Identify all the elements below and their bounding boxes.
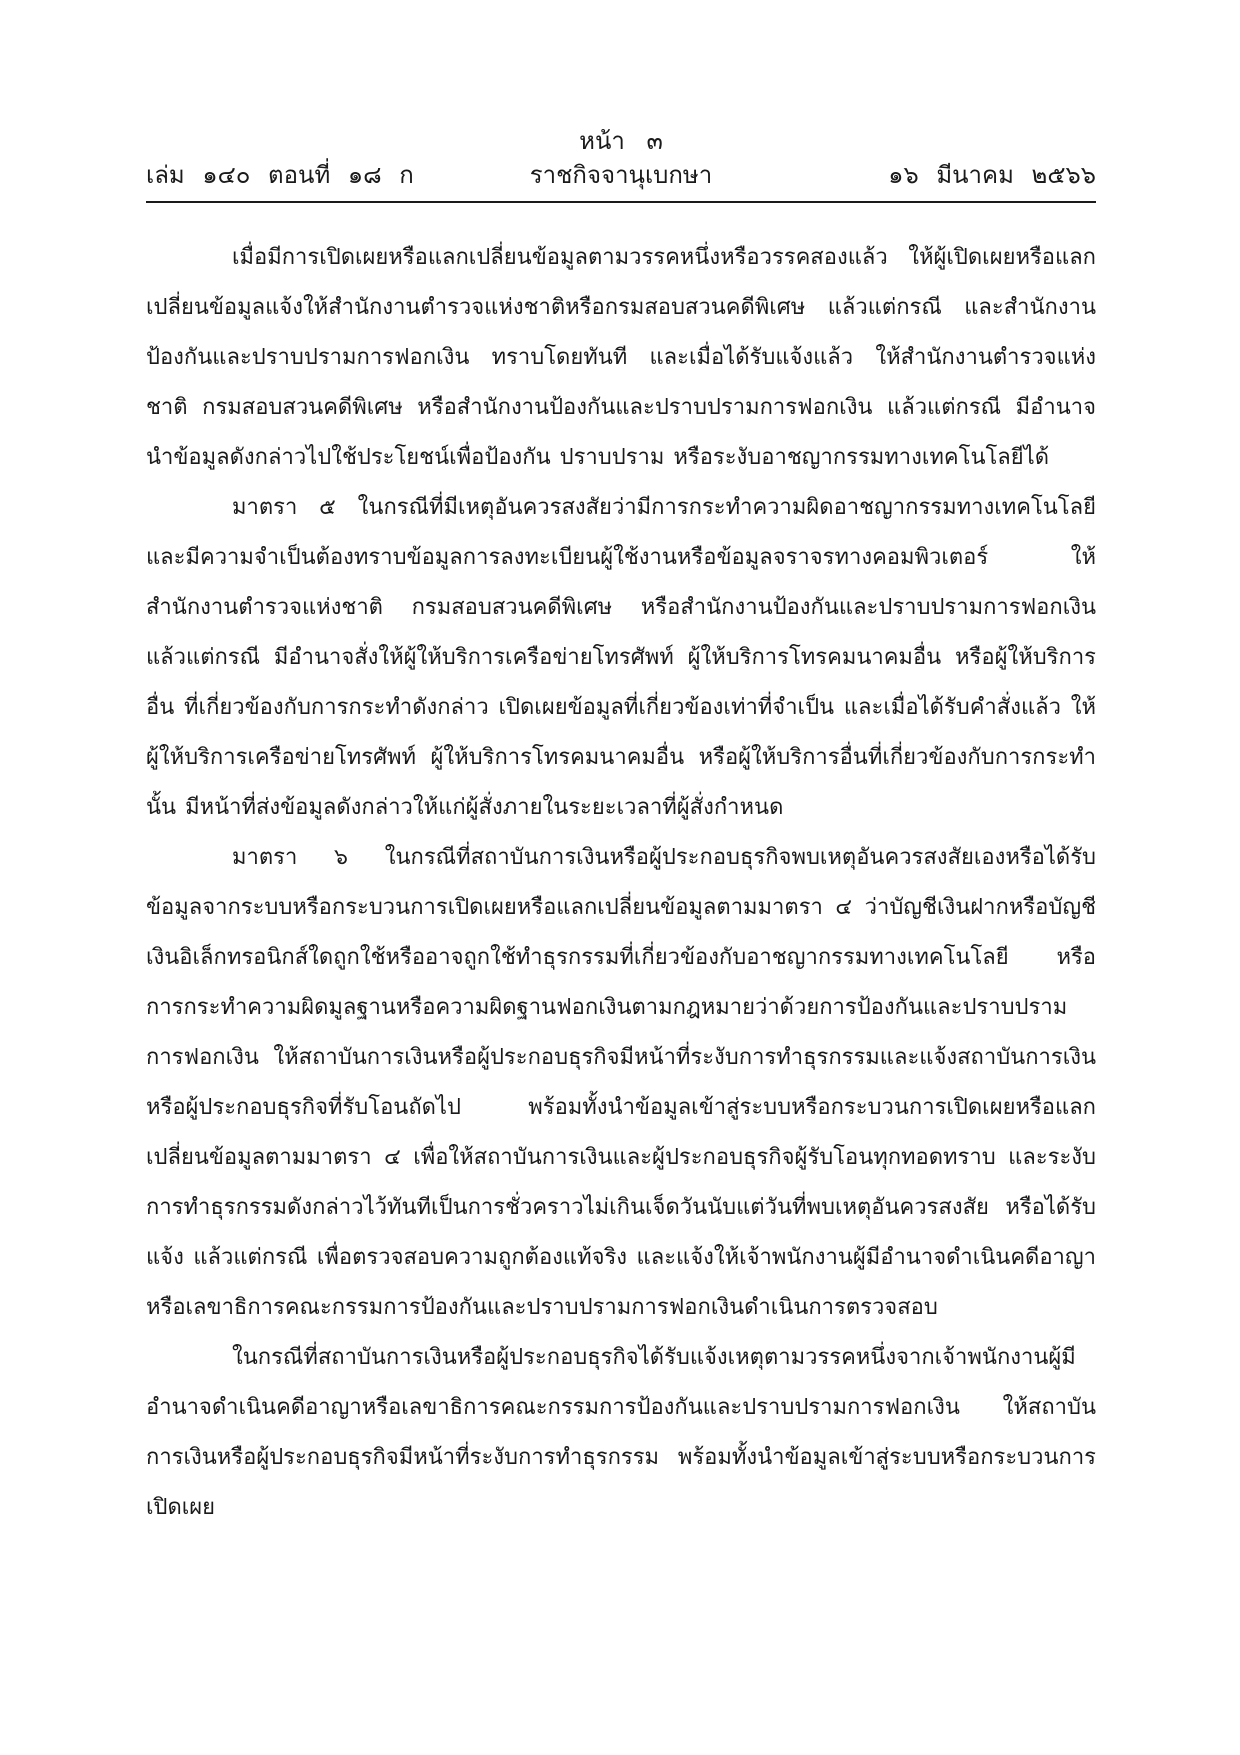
document-body (146, 233, 1096, 1533)
gazette-name: ราชกิจจานุเบกษา (529, 161, 713, 189)
page-number: หน้า ๓ (579, 127, 663, 155)
paragraph-section-6: มาตรา ๖ ในกรณีที่สถาบันการเงินหรือผู้ประกอบธุรกิจพบเหตุอันควรสงสัยเองหรือได้รับข้อมูลจากระบบหรือกระบวนการเปิดเผยหรือแลกเปลี่ยนข้อมูลตามมาตรา ๔ ว่าบัญชีเงินฝากหรือบัญชีเงินอิเล็กทรอนิกส์ใดถูกใช้หรืออาจถูกใช้ทำธุรกรรมที่เกี่ยวข้องกับอาชญากรรมทางเทคโนโลยี หรือการกระทำความผิดมูลฐานหรือความผิดฐานฟอกเงินตามกฎหมายว่าด้วยการป้องกันและปราบปรามการฟอกเงิน ให้สถาบันการเงินหรือผู้ประกอบธุรกิจมีหน้าที่ระงับการทำธุรกรรมและแจ้งสถาบันการเงินหรือผู้ประกอบธุรกิจที่รับโอนถัดไป พร้อมทั้งนำข้อมูลเข้าสู่ระบบหรือกระบวนการเปิดเผยหรือแลกเปลี่ยนข้อมูลตามมาตรา ๔ เพื่อให้สถาบันการเงินและผู้ประกอบธุรกิจผู้รับโอนทุกทอดทราบ และระงับการทำธุรกรรมดังกล่าวไว้ทันทีเป็นการชั่วคราวไม่เกินเจ็ดวันนับแต่วันที่พบเหตุอันควรสงสัย หรือได้รับแจ้ง แล้วแต่กรณี เพื่อตรวจสอบความถูกต้องแท้จริง และแจ้งให้เจ้าพนักงานผู้มีอำนาจดำเนินคดีอาญาหรือเลขาธิการคณะกรรมการป้องกันและปราบปรามการฟอกเงินดำเนินการตรวจสอบ (146, 845, 1096, 1320)
publish-date: ๑๖ มีนาคม ๒๕๖๖ (888, 161, 1096, 189)
header-divider (146, 201, 1096, 203)
header-info-row (146, 158, 1096, 192)
paragraph-section-5: มาตรา ๕ ในกรณีที่มีเหตุอันควรสงสัยว่ามีการกระทำความผิดอาชญากรรมทางเทคโนโลยี และมีความจำเป็นต้องทราบข้อมูลการลงทะเบียนผู้ใช้งานหรือข้อมูลจราจรทางคอมพิวเตอร์ ให้สำนักงานตำรวจแห่งชาติ กรมสอบสวนคดีพิเศษ หรือสำนักงานป้องกันและปราบปรามการฟอกเงิน แล้วแต่กรณี มีอำนาจสั่งให้ผู้ให้บริการเครือข่ายโทรศัพท์ ผู้ให้บริการโทรคมนาคมอื่น หรือผู้ให้บริการอื่น ที่เกี่ยวข้องกับการกระทำดังกล่าว เปิดเผยข้อมูลที่เกี่ยวข้องเท่าที่จำเป็น และเมื่อได้รับคำสั่งแล้ว ให้ผู้ให้บริการเครือข่ายโทรศัพท์ ผู้ให้บริการโทรคมนาคมอื่น หรือผู้ให้บริการอื่นที่เกี่ยวข้องกับการกระทำนั้น มีหน้าที่ส่งข้อมูลดังกล่าวให้แก่ผู้สั่งภายในระยะเวลาที่ผู้สั่งกำหนด (146, 495, 1096, 820)
paragraph-section-6-clause-2: ในกรณีที่สถาบันการเงินหรือผู้ประกอบธุรกิจได้รับแจ้งเหตุตามวรรคหนึ่งจากเจ้าพนักงานผู้มีอำนาจดำเนินคดีอาญาหรือเลขาธิการคณะกรรมการป้องกันและปราบปรามการฟอกเงิน ให้สถาบันการเงินหรือผู้ประกอบธุรกิจมีหน้าที่ระงับการทำธุรกรรม พร้อมทั้งนำข้อมูลเข้าสู่ระบบหรือกระบวนการเปิดเผย (146, 1345, 1096, 1520)
issue-info: เล่ม ๑๔๐ ตอนที่ ๑๘ ก (146, 161, 414, 189)
page-header (146, 124, 1096, 192)
paragraph-disclosure-notice: เมื่อมีการเปิดเผยหรือแลกเปลี่ยนข้อมูลตามวรรคหนึ่งหรือวรรคสองแล้ว ให้ผู้เปิดเผยหรือแลกเปลี่ยนข้อมูลแจ้งให้สำนักงานตำรวจแห่งชาติหรือกรมสอบสวนคดีพิเศษ แล้วแต่กรณี และสำนักงานป้องกันและปราบปรามการฟอกเงิน ทราบโดยทันที และเมื่อได้รับแจ้งแล้ว ให้สำนักงานตำรวจแห่งชาติ กรมสอบสวนคดีพิเศษ หรือสำนักงานป้องกันและปราบปรามการฟอกเงิน แล้วแต่กรณี มีอำนาจนำข้อมูลดังกล่าวไปใช้ประโยชน์เพื่อป้องกัน ปราบปราม หรือระงับอาชญากรรมทางเทคโนโลยีได้ (146, 245, 1096, 470)
